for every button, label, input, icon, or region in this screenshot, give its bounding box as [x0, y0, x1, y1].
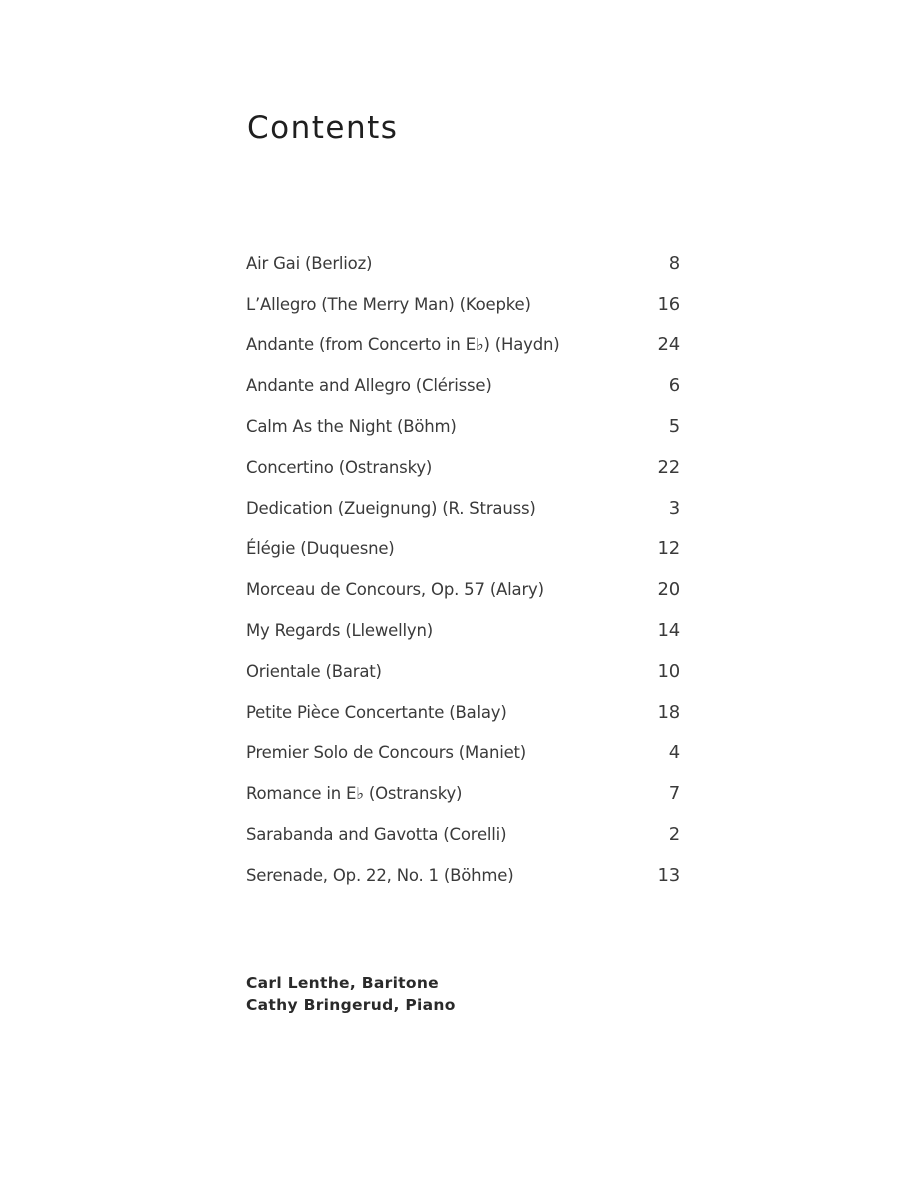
- toc-entry-title: Petite Pièce Concertante (Balay): [246, 702, 507, 722]
- toc-entry-page-number: 14: [657, 620, 680, 642]
- toc-entry: [246, 447, 680, 488]
- toc-entry-title: Morceau de Concours, Op. 57 (Alary): [246, 580, 544, 600]
- toc-entry-page-number: 6: [668, 375, 680, 397]
- toc-entry-page-number: 24: [657, 334, 680, 356]
- toc-entry-title: L’Allegro (The Merry Man) (Koepke): [246, 294, 531, 314]
- toc-entry-page-number: 13: [657, 864, 680, 886]
- toc-entry: [246, 243, 680, 284]
- performer-credits: [246, 972, 456, 1016]
- toc-entry-title: Orientale (Barat): [246, 661, 382, 681]
- toc-entry-title: Sarabanda and Gavotta (Corelli): [246, 825, 507, 845]
- toc-entry-page-number: 22: [657, 456, 680, 478]
- toc-entry-title: Air Gai (Berlioz): [246, 253, 373, 273]
- toc-entry: [246, 733, 680, 774]
- toc-entry: [246, 569, 680, 610]
- toc-entry-page-number: 2: [668, 824, 680, 846]
- toc-entry-title: Élégie (Duquesne): [246, 539, 395, 559]
- credit-piano: Cathy Bringerud, Piano: [246, 996, 456, 1014]
- toc-entry-page-number: 3: [668, 497, 680, 519]
- toc-entry: [246, 692, 680, 733]
- toc-entry: [246, 651, 680, 692]
- toc-entry-page-number: 5: [668, 416, 680, 438]
- table-of-contents: [246, 243, 680, 896]
- toc-entry-page-number: 16: [657, 293, 680, 315]
- toc-entry: [246, 855, 680, 896]
- toc-entry-page-number: 20: [657, 579, 680, 601]
- toc-entry: [246, 488, 680, 529]
- toc-entry-page-number: 7: [668, 783, 680, 805]
- toc-entry-title: Concertino (Ostransky): [246, 457, 433, 477]
- toc-entry-title: My Regards (Llewellyn): [246, 621, 433, 641]
- credit-baritone: Carl Lenthe, Baritone: [246, 974, 439, 992]
- toc-entry: [246, 610, 680, 651]
- page-title: Contents: [247, 110, 399, 146]
- toc-entry-page-number: 10: [657, 660, 680, 682]
- toc-entry-title: Serenade, Op. 22, No. 1 (Böhme): [246, 865, 514, 885]
- toc-entry-title: Calm As the Night (Böhm): [246, 417, 457, 437]
- toc-entry: [246, 529, 680, 570]
- toc-entry-page-number: 4: [668, 742, 680, 764]
- toc-entry-page-number: 18: [657, 701, 680, 723]
- toc-entry-title: Dedication (Zueignung) (R. Strauss): [246, 498, 536, 518]
- toc-entry: [246, 406, 680, 447]
- toc-entry: [246, 814, 680, 855]
- toc-entry: [246, 284, 680, 325]
- toc-entry-title: Premier Solo de Concours (Maniet): [246, 743, 527, 763]
- toc-entry: [246, 325, 680, 366]
- toc-entry-title: Andante and Allegro (Clérisse): [246, 376, 492, 396]
- toc-entry: [246, 365, 680, 406]
- toc-entry-title: Romance in E♭ (Ostransky): [246, 784, 463, 804]
- toc-entry-page-number: 12: [657, 538, 680, 560]
- toc-entry: [246, 773, 680, 814]
- toc-entry-title: Andante (from Concerto in E♭) (Haydn): [246, 335, 560, 355]
- toc-entry-page-number: 8: [668, 252, 680, 274]
